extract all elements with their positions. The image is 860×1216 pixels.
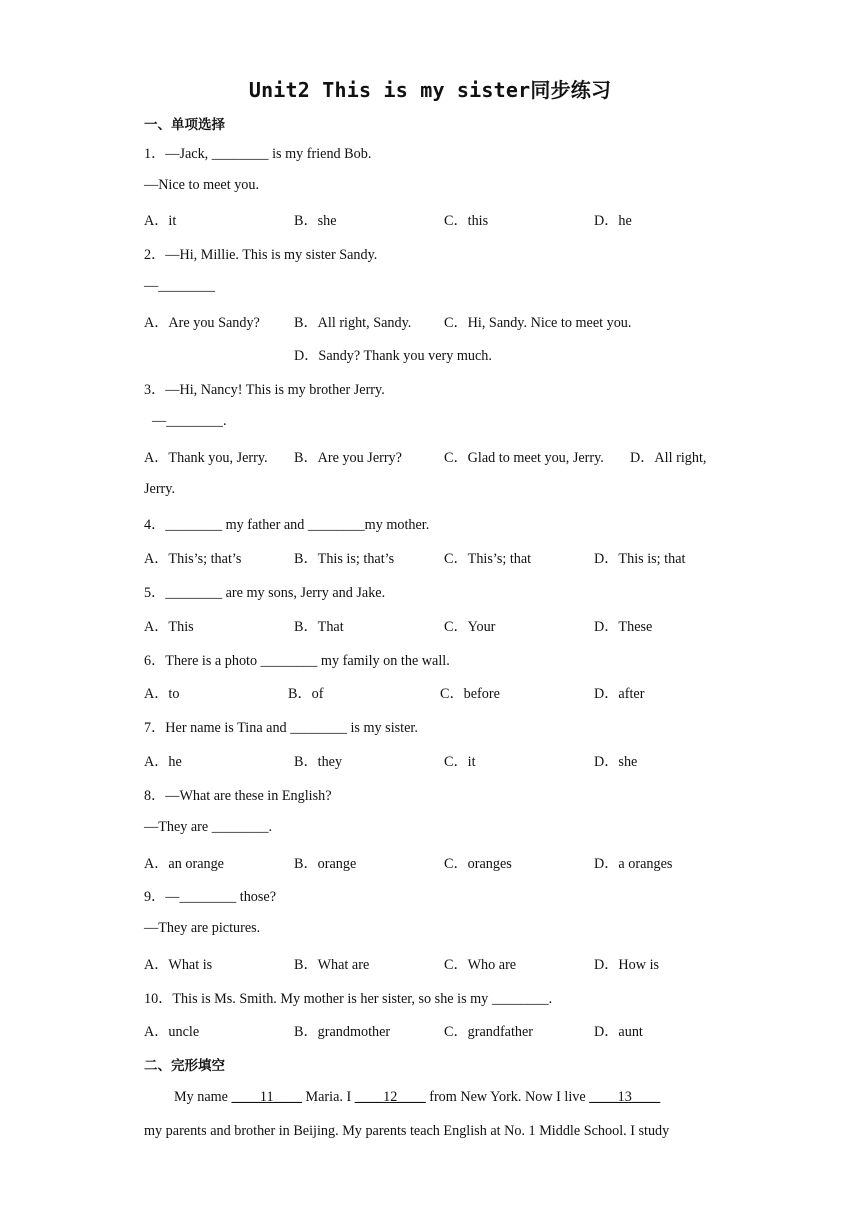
q4-option-b: B．This is; that’s <box>294 551 395 567</box>
q8-option-a: A．an orange <box>144 856 224 872</box>
q3-option-d: D．All right, <box>630 450 707 466</box>
q2-option-c: C．Hi, Sandy. Nice to meet you. <box>444 315 632 331</box>
q1-option-d: D．he <box>594 213 632 229</box>
q6-option-c: C．before <box>440 686 500 702</box>
q8-option-b: B．orange <box>294 856 357 872</box>
q9-option-d: D．How is <box>594 957 660 973</box>
q6-option-b: B．of <box>288 686 324 702</box>
q4-option-d: D．This is; that <box>594 551 686 567</box>
question-3-stem: 3．—Hi, Nancy! This is my brother Jerry. <box>144 382 385 398</box>
question-1-line2: —Nice to meet you. <box>144 177 260 193</box>
q7-option-c: C．it <box>444 754 476 770</box>
section-heading-cloze: 二、完形填空 <box>144 1058 225 1074</box>
question-4-stem: 4．________ my father and ________my mother. <box>144 517 430 533</box>
blank-13: ____13____ <box>589 1089 661 1105</box>
q5-option-c: C．Your <box>444 619 496 635</box>
q5-option-d: D．These <box>594 619 653 635</box>
q10-option-b: B．grandmother <box>294 1024 391 1040</box>
question-8-stem: 8．—What are these in English? <box>144 788 332 804</box>
question-6-stem: 6．There is a photo ________ my family on the wall. <box>144 653 450 669</box>
blank-11: ____11____ <box>231 1089 302 1105</box>
q2-option-d: D．Sandy? Thank you very much. <box>294 348 492 364</box>
question-10-stem: 10．This is Ms. Smith. My mother is her sister, so she is my ________. <box>144 991 553 1007</box>
q5-option-b: B．That <box>294 619 344 635</box>
q1-option-a: A．it <box>144 213 177 229</box>
q7-option-b: B．they <box>294 754 343 770</box>
section-heading-single-choice: 一、单项选择 <box>144 117 225 133</box>
q9-option-a: A．What is <box>144 957 213 973</box>
passage-text: Maria. I <box>301 1089 355 1105</box>
q2-option-b: B．All right, Sandy. <box>294 315 412 331</box>
blank-12: ____12____ <box>354 1089 426 1105</box>
q9-option-c: C．Who are <box>444 957 517 973</box>
q9-option-b: B．What are <box>294 957 370 973</box>
q3-option-a: A．Thank you, Jerry. <box>144 450 268 466</box>
q8-option-c: C．oranges <box>444 856 512 872</box>
q1-option-c: C．this <box>444 213 489 229</box>
passage-text: from New York. Now I live <box>425 1089 590 1105</box>
question-9-line2: —They are pictures. <box>144 920 261 936</box>
question-5-stem: 5．________ are my sons, Jerry and Jake. <box>144 585 386 601</box>
q4-option-a: A．This’s; that’s <box>144 551 242 567</box>
question-2-line2: —________ <box>144 278 215 294</box>
question-8-line2: —They are ________. <box>144 819 273 835</box>
question-3-line2: —________. <box>152 413 227 429</box>
q8-option-d: D．a oranges <box>594 856 673 872</box>
q6-option-d: D．after <box>594 686 645 702</box>
question-1-stem: 1．—Jack, ________ is my friend Bob. <box>144 146 372 162</box>
q3-option-d-continued: Jerry. <box>144 481 175 497</box>
q4-option-c: C．This’s; that <box>444 551 532 567</box>
q3-option-b: B．Are you Jerry? <box>294 450 402 466</box>
q10-option-d: D．aunt <box>594 1024 643 1040</box>
q3-option-c: C．Glad to meet you, Jerry. <box>444 450 604 466</box>
question-9-stem: 9．—________ those? <box>144 889 277 905</box>
question-2-stem: 2．—Hi, Millie. This is my sister Sandy. <box>144 247 378 263</box>
passage-line-1 <box>174 1089 660 1106</box>
q1-option-b: B．she <box>294 213 337 229</box>
passage-line-2: my parents and brother in Beijing. My parents teach English at No. 1 Middle School. I study <box>144 1123 670 1139</box>
q7-option-d: D．she <box>594 754 638 770</box>
q2-option-a: A．Are you Sandy? <box>144 315 260 331</box>
q10-option-a: A．uncle <box>144 1024 200 1040</box>
q6-option-a: A．to <box>144 686 180 702</box>
question-7-stem: 7．Her name is Tina and ________ is my sister. <box>144 720 418 736</box>
q7-option-a: A．he <box>144 754 182 770</box>
q5-option-a: A．This <box>144 619 194 635</box>
q10-option-c: C．grandfather <box>444 1024 534 1040</box>
passage-text: My name <box>174 1089 232 1105</box>
page-title: Unit2 This is my sister同步练习 <box>248 78 612 102</box>
